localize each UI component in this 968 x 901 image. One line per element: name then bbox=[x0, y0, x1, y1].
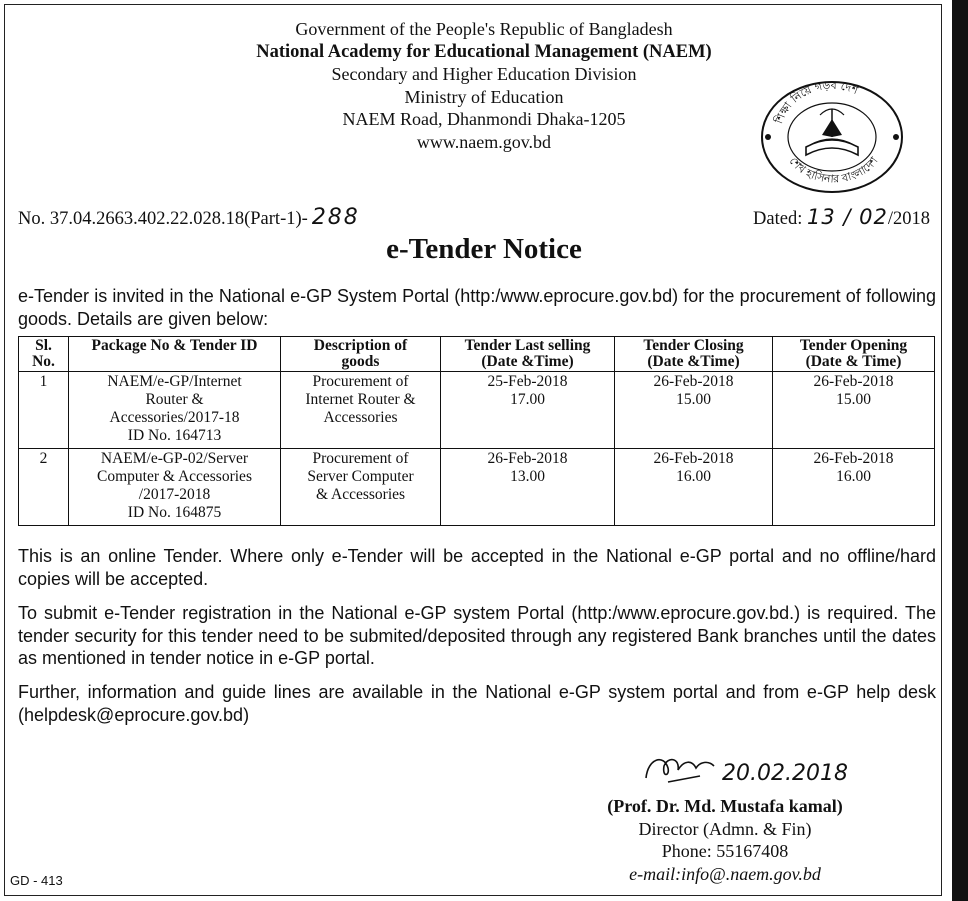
online-tender-paragraph: This is an online Tender. Where only e-Tender will be accepted in the National e-GP portal and no offline/hard copies will be accepted. bbox=[18, 546, 936, 589]
table-header-row bbox=[19, 337, 935, 372]
cell-package: NAEM/e-GP/Internet Router & Accessories/2017-18 ID No. 164713 bbox=[69, 372, 281, 449]
date-year: /2018 bbox=[887, 209, 930, 229]
header-academy: National Academy for Educational Management (NAEM) bbox=[256, 41, 712, 62]
col-header-closing: Tender Closing (Date &Time) bbox=[615, 337, 773, 372]
header-website: www.naem.gov.bd bbox=[416, 131, 552, 152]
signatory-name: (Prof. Dr. Md. Mustafa kamal) bbox=[607, 796, 843, 816]
cell-last-selling: 26-Feb-2018 13.00 bbox=[441, 449, 615, 526]
header-address: NAEM Road, Dhanmondi Dhaka-1205 bbox=[342, 109, 626, 129]
naem-seal-logo bbox=[756, 75, 908, 193]
signatory-phone: Phone: 55167408 bbox=[661, 841, 789, 861]
cell-closing: 26-Feb-2018 16.00 bbox=[615, 449, 773, 526]
handwritten-signature bbox=[634, 748, 874, 788]
col-header-description: Description of goods bbox=[281, 337, 441, 372]
seal-motto-bottom: শেখ হাসিনার বাংলাদেশ bbox=[786, 154, 881, 186]
seal-motto-top: শিক্ষা নিয়ে গড়ব দেশ bbox=[772, 78, 860, 126]
cell-last-selling: 25-Feb-2018 17.00 bbox=[441, 372, 615, 449]
col-header-opening: Tender Opening (Date & Time) bbox=[773, 337, 935, 372]
cell-opening: 26-Feb-2018 15.00 bbox=[773, 372, 935, 449]
table-row bbox=[19, 449, 935, 526]
helpdesk-paragraph: Further, information and guide lines are available in the National e-GP system portal and from e-GP help desk (helpdesk@eprocure.gov.bd) bbox=[18, 682, 936, 725]
cell-description: Procurement of Server Computer & Accessories bbox=[281, 449, 441, 526]
footer-code: GD - 413 bbox=[10, 873, 63, 888]
cell-sl: 2 bbox=[19, 449, 69, 526]
signature-date: 20.02.2018 bbox=[722, 761, 848, 786]
cell-package: NAEM/e-GP-02/Server Computer & Accessories /2017-2018 ID No. 164875 bbox=[69, 449, 281, 526]
memo-date bbox=[753, 205, 930, 230]
cell-closing: 26-Feb-2018 15.00 bbox=[615, 372, 773, 449]
memo-number-text: No. 37.04.2663.402.22.028.18(Part-1)- bbox=[18, 209, 308, 229]
cell-opening: 26-Feb-2018 16.00 bbox=[773, 449, 935, 526]
cell-description: Procurement of Internet Router & Accessories bbox=[281, 372, 441, 449]
dated-label: Dated: bbox=[753, 209, 803, 229]
memo-number bbox=[18, 205, 360, 230]
table-row bbox=[19, 372, 935, 449]
notice-title: e-Tender Notice bbox=[386, 233, 582, 265]
tender-table bbox=[18, 336, 935, 526]
memo-number-handwritten: 288 bbox=[311, 205, 360, 230]
col-header-sl: Sl. No. bbox=[19, 337, 69, 372]
header-ministry: Ministry of Education bbox=[404, 86, 564, 107]
signatory-designation: Director (Admn. & Fin) bbox=[638, 818, 812, 839]
col-header-package: Package No & Tender ID bbox=[69, 337, 281, 372]
intro-paragraph: e-Tender is invited in the National e-GP System Portal (http:/www.eprocure.gov.bd) for the procurement of following goods. Details are given below: bbox=[18, 286, 936, 329]
col-header-last-selling: Tender Last selling (Date &Time) bbox=[441, 337, 615, 372]
signatory-block bbox=[550, 795, 900, 885]
cell-sl: 1 bbox=[19, 372, 69, 449]
signatory-email: e-mail:info@.naem.gov.bd bbox=[629, 863, 821, 884]
date-handwritten: 13 / 02 bbox=[806, 205, 888, 229]
header-division: Secondary and Higher Education Division bbox=[331, 64, 637, 84]
registration-paragraph: To submit e-Tender registration in the National e-GP system Portal (http:/www.eprocure.gov.bd.) is required. The tender security for this tender need to be submited/deposited through any registered Bank branches until the dates as mentioned in tender notice in e-GP portal. bbox=[18, 603, 936, 668]
header-government: Government of the People's Republic of Bangladesh bbox=[295, 19, 673, 39]
